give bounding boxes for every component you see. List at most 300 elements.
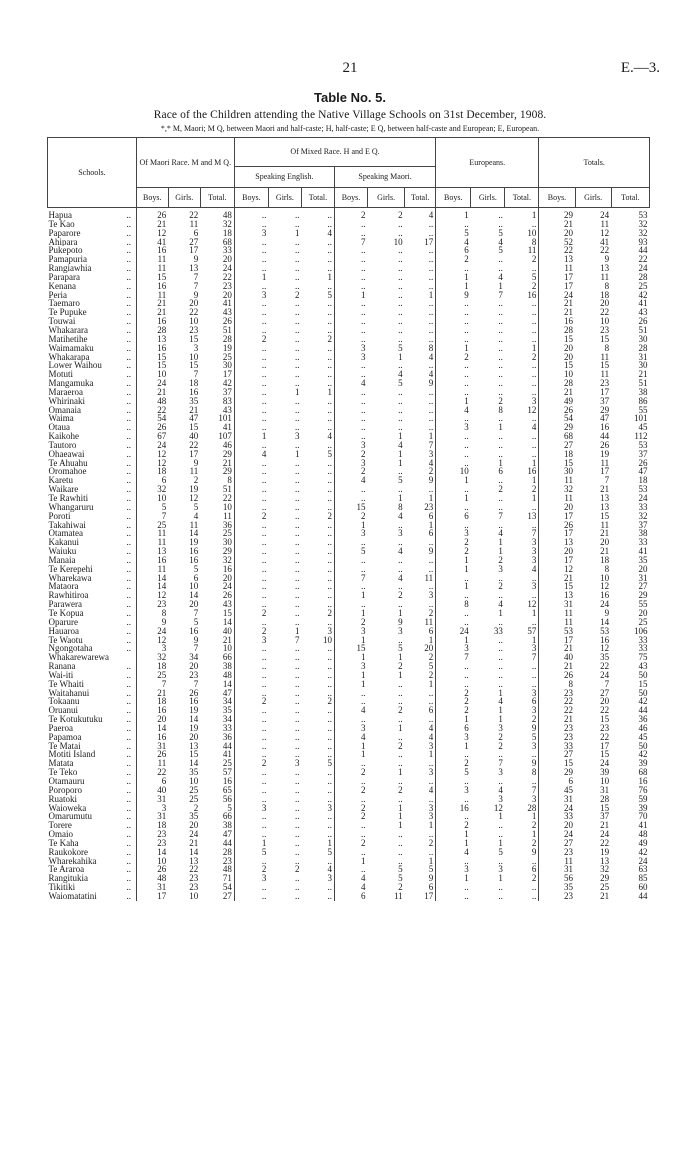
table-cell: 1 [361,750,366,760]
table-cell: .. [361,538,366,548]
table-cell: 2 [261,759,267,769]
table-cell: .. [498,440,503,450]
table-cell: 3 [261,290,267,300]
table-cell: 11 [189,520,199,530]
table-cell: 1 [405,636,436,645]
table-cell: 2 [505,282,539,291]
table-cell: 11 [157,759,167,769]
table-cell: .. [405,777,436,786]
table-cell: 20 [600,299,610,309]
table-cell: 53 [638,440,648,450]
table-cell: .. [294,741,300,751]
table-cell: 5 [398,644,403,654]
leader-dots: .. [122,238,136,247]
table-cell: .. [398,777,403,786]
table-cell: .. [464,219,469,229]
table-cell: 17 [157,891,167,901]
table-cell: 9 [464,290,469,300]
table-row [48,264,650,273]
table-cell: 2 [261,626,267,636]
table-cell: .. [398,759,403,769]
table-cell: 45 [638,732,648,742]
table-cell: 39 [638,803,648,813]
leader-dots: .. [122,582,136,591]
table-cell: .. [464,370,469,380]
school-name: Whirinaki [48,396,85,406]
table-cell: .. [361,600,366,609]
school-name: Oromahoe [48,467,87,477]
table-cell: 24 [600,830,610,839]
table-cell: .. [301,379,334,388]
table-cell: .. [301,344,334,353]
table-cell: 70 [638,812,648,822]
table-cell: 68 [200,238,234,247]
table-cell: 2 [505,874,539,883]
header-english-total: Total. [301,188,334,208]
table-cell: 12 [564,564,574,574]
table-cell: 23 [405,503,436,512]
table-cell: .. [505,414,539,423]
table-row [48,246,650,255]
table-cell: 31 [157,883,167,892]
table-cell: 11 [393,891,403,901]
table-cell: 50 [638,670,648,680]
table-cell: 25 [157,520,167,530]
table-cell: 11 [405,574,436,583]
table-cell: .. [498,432,503,441]
table-cell: 2 [261,697,267,707]
school-name: Whangaruru [48,502,94,512]
leader-dots: .. [122,830,136,839]
table-cell: .. [398,423,403,433]
table-cell: 63 [638,865,648,875]
table-cell: .. [261,564,267,574]
table-row [48,208,650,220]
table-cell: 5 [301,291,334,300]
table-cell: 33 [638,538,648,548]
table-cell: 7 [161,679,167,689]
table-cell: 1 [498,688,503,698]
table-cell: .. [261,750,267,760]
table-cell: .. [301,892,334,901]
table-cell: 44 [600,432,610,441]
table-cell: 2 [505,839,539,848]
table-cell: 18 [157,467,167,477]
table-row [48,512,650,521]
table-title: Table No. 5. [314,90,386,105]
table-cell: .. [261,538,267,548]
table-cell: .. [294,476,300,486]
table-cell: .. [261,856,267,866]
table-cell: 56 [564,874,574,884]
table-cell: 21 [564,573,574,583]
table-row [48,379,650,388]
table-cell: 1 [498,608,503,618]
table-cell: 50 [638,741,648,751]
table-cell: 33 [638,635,648,645]
leader-dots: .. [122,759,136,768]
table-cell: .. [505,370,539,379]
school-name: Te Teko [48,768,78,777]
school-name: Te Whaiti [48,679,84,689]
table-cell: 42 [200,379,234,388]
table-row [48,282,650,291]
table-cell: 2 [464,697,469,707]
table-cell: .. [294,608,300,618]
table-cell: 23 [564,732,574,742]
table-cell: .. [301,246,334,255]
table-cell: .. [361,299,366,309]
table-cell: 3 [361,352,366,362]
school-name: Wharekahika [48,856,97,866]
school-name: Te Kopua [48,608,84,618]
table-cell: 29 [564,768,574,777]
leader-dots: .. [122,255,136,264]
table-cell: 5 [498,228,503,238]
leader-dots: .. [122,299,136,308]
table-cell: 7 [498,290,503,300]
table-row [48,503,650,512]
leader-dots: .. [122,812,136,821]
table-cell: 9 [193,290,199,300]
table-cell: 1 [464,582,469,592]
table-cell: 23 [157,600,167,609]
school-name: Waioweka [48,803,87,813]
table-cell: 25 [200,529,234,538]
leader-dots: .. [122,865,136,874]
table-cell: 2 [361,449,366,459]
table-cell: .. [398,538,403,548]
table-cell: 21 [564,715,574,724]
table-cell: 23 [189,874,199,884]
table-cell: 15 [564,458,574,468]
table-cell: 18 [600,290,610,300]
table-cell: 30 [200,538,234,547]
table-cell: 7 [604,679,610,689]
table-cell: 28 [564,379,574,388]
table-cell: 13 [157,334,167,344]
table-cell: .. [361,688,366,698]
table-cell: .. [498,449,503,459]
table-cell: .. [498,591,503,601]
leader-dots: .. [122,353,136,362]
school-name: Omaio [48,830,73,839]
table-cell: 10 [200,503,234,512]
table-cell: 13 [600,494,610,503]
school-name: Waiuku [48,547,77,556]
table-cell: 24 [638,264,648,273]
leader-dots: .. [122,308,136,317]
leader-dots: .. [122,644,136,653]
table-row [48,777,650,786]
table-cell: 30 [638,334,648,344]
table-cell: .. [405,565,436,574]
table-cell: 13 [564,591,574,601]
table-cell: 1 [405,821,436,830]
school-name: Whakarara [48,325,88,335]
table-row [48,326,650,335]
table-cell: 1 [301,839,334,848]
table-cell: 27 [564,750,574,760]
table-cell: 8 [604,343,610,353]
table-cell: .. [498,670,503,680]
school-name: Te Rawhiti [48,494,89,503]
table-cell: .. [498,334,503,344]
table-cell: 3 [464,644,469,654]
table-cell: .. [301,220,334,229]
table-cell: 42 [638,847,648,857]
table-cell: 1 [398,352,403,362]
table-row [48,370,650,379]
table-cell: 93 [638,237,648,247]
table-cell: .. [261,591,267,601]
table-cell: 37 [600,396,610,406]
table-cell: 3 [398,626,403,636]
table-cell: 22 [600,246,610,256]
table-row [48,459,650,468]
table-cell: 24 [638,856,648,866]
table-cell: 19 [189,485,199,494]
leader-dots: .. [122,795,136,804]
table-cell: .. [361,865,366,875]
table-cell: 68 [638,768,648,777]
table-cell: 1 [464,210,469,220]
table-cell: .. [405,397,436,406]
table-cell: .. [261,520,267,530]
table-cell: .. [405,689,436,698]
table-cell: 43 [200,406,234,415]
table-cell: 41 [200,750,234,759]
table-cell: 3 [505,644,539,653]
table-cell: .. [498,343,503,353]
table-cell: 19 [600,449,610,459]
table-cell: .. [301,600,334,609]
table-cell: .. [301,208,334,220]
table-cell: 3 [464,732,469,742]
table-cell: 4 [361,379,366,388]
leader-dots: .. [122,600,136,609]
table-cell: .. [261,768,267,777]
school-name: Otamauru [48,777,85,786]
table-cell: .. [405,830,436,839]
table-cell: 8 [604,281,610,291]
table-cell: 29 [200,547,234,556]
table-cell: 19 [189,723,199,733]
leader-dots: .. [122,715,136,724]
school-name: Wharekawa [48,573,92,583]
table-cell: 6 [464,246,469,256]
table-cell: 3 [405,804,436,813]
school-name: Te Ahuahu [48,458,88,468]
table-cell: 3 [405,768,436,777]
table-cell: .. [505,450,539,459]
race-of-children-table [47,137,650,901]
table-row [48,591,650,600]
table-cell: 27 [638,582,648,592]
school-name: Poroti [48,511,71,521]
table-row [48,627,650,636]
table-cell: 26 [564,520,574,530]
table-cell: 20 [200,574,234,583]
table-cell: 24 [200,582,234,591]
table-cell: 16 [157,555,167,565]
table-cell: 53 [638,485,648,494]
leader-dots: .. [122,591,136,600]
table-row [48,697,650,706]
table-cell: 53 [564,626,574,636]
table-cell: .. [261,370,267,380]
table-cell: .. [261,741,267,751]
table-cell: 19 [600,847,610,857]
school-name: Kakanui [48,538,79,548]
table-cell: 2 [361,803,366,813]
table-cell: 1 [498,281,503,291]
table-cell: .. [498,476,503,486]
table-cell: .. [261,485,267,494]
table-cell: .. [301,326,334,335]
table-cell: 13 [600,856,610,866]
table-cell: 21 [157,299,167,309]
table-cell: .. [294,564,300,574]
table-cell: 57 [505,627,539,636]
table-cell: .. [261,715,267,724]
table-cell: 7 [161,511,167,521]
table-cell: 11 [189,219,199,229]
table-row [48,361,650,370]
table-cell: .. [398,246,403,256]
table-cell: .. [294,617,300,627]
table-cell: .. [498,361,503,371]
table-cell: 16 [157,317,167,326]
table-cell: 4 [505,565,539,574]
leader-dots: .. [122,264,136,273]
table-cell: .. [294,405,300,415]
table-cell: 1 [261,272,267,282]
table-cell: .. [301,786,334,795]
header-europeans-boys: Boys. [436,188,471,208]
leader-dots: .. [122,361,136,370]
table-cell: 2 [464,688,469,698]
table-cell: .. [464,670,469,680]
table-cell: 17 [600,741,610,751]
leader-dots: .. [122,273,136,282]
table-cell: 49 [638,838,648,848]
table-cell: 46 [200,441,234,450]
table-cell: 59 [638,794,648,804]
table-row [48,335,650,344]
table-cell: .. [361,228,366,238]
table-cell: .. [405,317,436,326]
table-cell: 15 [157,272,167,282]
table-cell: 66 [200,653,234,662]
table-cell: .. [294,414,300,424]
table-row [48,406,650,415]
table-cell: 15 [600,334,610,344]
table-cell: 1 [464,635,469,645]
table-cell: 23 [157,838,167,848]
table-cell: 6 [405,512,436,521]
table-cell: 8 [200,476,234,485]
table-cell: .. [294,785,300,795]
table-cell: 11 [505,246,539,255]
table-cell: 3 [505,547,539,556]
table-cell: 21 [564,308,574,318]
table-cell: .. [301,547,334,556]
table-cell: 10 [600,777,610,786]
table-row [48,759,650,768]
table-cell: 11 [405,618,436,627]
table-cell: 17 [200,370,234,379]
header-speaking-maori: Speaking Maori. [334,167,435,188]
table-cell: .. [498,644,503,654]
table-cell: .. [361,361,366,371]
header-maori-race: Of Maori Race. M and M Q. [136,138,234,188]
table-cell: 38 [638,529,648,539]
leader-dots: .. [122,892,136,901]
table-cell: 2 [361,210,366,220]
table-cell: .. [301,574,334,583]
table-cell: 43 [638,662,648,671]
table-cell: .. [261,732,267,742]
table-cell: 19 [189,538,199,548]
table-cell: 20 [564,821,574,831]
table-cell: 41 [638,299,648,309]
leader-dots: .. [122,565,136,574]
table-cell: .. [261,467,267,477]
table-cell: .. [464,325,469,335]
table-cell: 1 [398,768,403,777]
table-cell: 4 [361,732,366,742]
table-cell: 21 [564,299,574,309]
table-cell: 15 [564,759,574,769]
table-cell: .. [301,777,334,786]
table-row [48,414,650,423]
table-cell: .. [498,821,503,831]
table-cell: 1 [361,741,366,751]
table-cell: 1 [464,830,469,839]
table-cell: 1 [464,343,469,353]
table-cell: 2 [498,485,503,494]
table-cell: .. [294,255,300,265]
leader-dots: .. [122,291,136,300]
table-cell: .. [405,220,436,229]
header-maori-girls: Girls. [168,188,200,208]
table-cell: 11 [564,608,574,618]
table-cell: .. [498,856,503,866]
table-cell: 21 [189,838,199,848]
table-cell: 5 [405,865,436,874]
table-cell: 7 [193,679,199,689]
table-cell: .. [398,732,403,742]
table-row [48,538,650,547]
table-row [48,423,650,432]
leader-dots: .. [122,627,136,636]
table-cell: 2 [505,821,539,830]
table-cell: .. [301,662,334,671]
table-cell: 11 [157,529,167,539]
table-cell: .. [361,847,366,857]
table-cell: .. [361,264,366,273]
school-name: Omarumutu [48,812,92,822]
table-cell: .. [398,838,403,848]
table-cell: 32 [157,653,167,663]
table-cell: 8 [505,768,539,777]
leader-dots: .. [122,742,136,751]
table-cell: 4 [405,208,436,220]
table-cell: 1 [498,423,503,433]
table-row [48,574,650,583]
table-cell: 2 [464,706,469,716]
